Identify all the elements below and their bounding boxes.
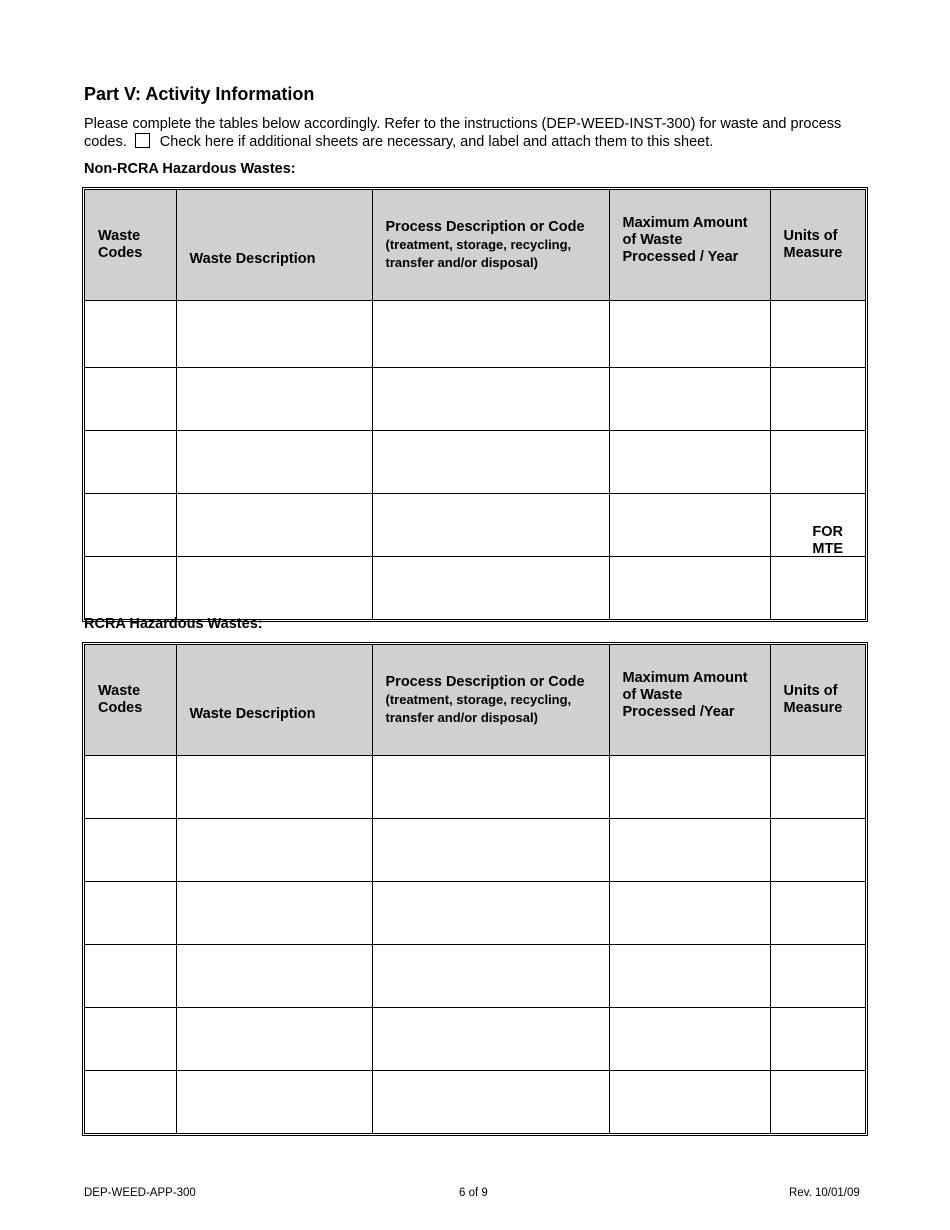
- max-amount-cell[interactable]: [609, 945, 770, 1008]
- units-cell[interactable]: [770, 368, 865, 431]
- instructions: [84, 115, 874, 151]
- table-row: [85, 945, 865, 1008]
- stamp-line-1: FOR: [812, 524, 843, 540]
- max-amount-cell[interactable]: [609, 557, 770, 620]
- table-row: [85, 557, 865, 620]
- waste-codes-cell[interactable]: [85, 431, 176, 494]
- waste-description-cell[interactable]: [176, 945, 372, 1008]
- footer-form-id: DEP-WEED-APP-300: [84, 1187, 196, 1199]
- header-max-amount: Maximum Amount of Waste Processed /Year: [609, 645, 770, 756]
- waste-description-cell[interactable]: [176, 819, 372, 882]
- waste-description-cell[interactable]: [176, 301, 372, 368]
- table-header-row: [85, 645, 865, 756]
- units-cell[interactable]: [770, 882, 865, 945]
- process-description-cell[interactable]: [372, 945, 609, 1008]
- header-process-description: [372, 645, 609, 756]
- max-amount-cell[interactable]: [609, 1071, 770, 1134]
- waste-codes-cell[interactable]: [85, 756, 176, 819]
- process-description-cell[interactable]: [372, 882, 609, 945]
- header-units: Units of Measure: [770, 645, 865, 756]
- max-amount-cell[interactable]: [609, 494, 770, 557]
- waste-codes-cell[interactable]: [85, 1071, 176, 1134]
- table-row: [85, 756, 865, 819]
- waste-codes-cell[interactable]: [85, 882, 176, 945]
- waste-description-cell[interactable]: [176, 368, 372, 431]
- additional-sheets-label: Check here if additional sheets are necessary, and label and attach them to this sheet.: [159, 134, 714, 150]
- waste-codes-cell[interactable]: [85, 945, 176, 1008]
- header-units: Units of Measure: [770, 190, 865, 301]
- header-process-main: Process Description or Code: [385, 673, 585, 690]
- table-row: [85, 1008, 865, 1071]
- additional-sheets-checkbox[interactable]: [135, 133, 150, 148]
- header-process-sub: (treatment, storage, recycling, transfer and/or disposal): [385, 236, 572, 270]
- waste-codes-cell[interactable]: [85, 494, 176, 557]
- max-amount-cell[interactable]: [609, 368, 770, 431]
- waste-description-cell[interactable]: [176, 756, 372, 819]
- non-rcra-section-label: Non-RCRA Hazardous Wastes:: [84, 161, 296, 177]
- waste-description-cell[interactable]: [176, 431, 372, 494]
- header-waste-description: Waste Description: [176, 190, 372, 301]
- header-waste-description: Waste Description: [176, 645, 372, 756]
- footer-revision: Rev. 10/01/09: [789, 1187, 860, 1199]
- units-cell[interactable]: [770, 431, 865, 494]
- process-description-cell[interactable]: [372, 494, 609, 557]
- process-description-cell[interactable]: [372, 557, 609, 620]
- units-cell[interactable]: [770, 301, 865, 368]
- units-cell[interactable]: [770, 945, 865, 1008]
- waste-codes-cell[interactable]: [85, 368, 176, 431]
- process-description-cell[interactable]: [372, 1008, 609, 1071]
- table-header-row: [85, 190, 865, 301]
- process-description-cell[interactable]: [372, 431, 609, 494]
- header-waste-codes: Waste Codes: [85, 190, 176, 301]
- page-title: Part V: Activity Information: [84, 84, 315, 104]
- waste-description-cell[interactable]: [176, 557, 372, 620]
- header-process-main: Process Description or Code: [385, 218, 585, 235]
- max-amount-cell[interactable]: [609, 819, 770, 882]
- units-cell[interactable]: [770, 756, 865, 819]
- instructions-text: Please complete the tables below accordingly. Refer to the instructions (DEP-WEED-INST-300) for waste and process codes.: [84, 116, 842, 150]
- table-row: [85, 368, 865, 431]
- units-cell[interactable]: [770, 819, 865, 882]
- table-row: [85, 819, 865, 882]
- waste-codes-cell[interactable]: [85, 819, 176, 882]
- units-cell[interactable]: [770, 557, 865, 620]
- footer-page-number: 6 of 9: [459, 1187, 488, 1199]
- rcra-table: [82, 642, 868, 1136]
- units-cell[interactable]: [770, 494, 865, 557]
- process-description-cell[interactable]: [372, 819, 609, 882]
- waste-codes-cell[interactable]: [85, 301, 176, 368]
- max-amount-cell[interactable]: [609, 301, 770, 368]
- header-process-sub: (treatment, storage, recycling, transfer and/or disposal): [385, 691, 572, 725]
- waste-codes-cell[interactable]: [85, 557, 176, 620]
- process-description-cell[interactable]: [372, 368, 609, 431]
- waste-description-cell[interactable]: [176, 494, 372, 557]
- max-amount-cell[interactable]: [609, 756, 770, 819]
- header-process-description: [372, 190, 609, 301]
- table-row: [85, 882, 865, 945]
- header-waste-codes: Waste Codes: [85, 645, 176, 756]
- waste-description-cell[interactable]: [176, 1008, 372, 1071]
- non-rcra-table: [82, 187, 868, 622]
- for-mte-stamp: [812, 524, 843, 558]
- max-amount-cell[interactable]: [609, 431, 770, 494]
- rcra-section-label: RCRA Hazardous Wastes:: [84, 616, 263, 632]
- units-cell[interactable]: [770, 1008, 865, 1071]
- header-max-amount: Maximum Amount of Waste Processed / Year: [609, 190, 770, 301]
- table-row: [85, 301, 865, 368]
- waste-description-cell[interactable]: [176, 882, 372, 945]
- stamp-line-2: MTE: [812, 541, 843, 557]
- table-row: [85, 494, 865, 557]
- process-description-cell[interactable]: [372, 1071, 609, 1134]
- table-row: [85, 1071, 865, 1134]
- max-amount-cell[interactable]: [609, 1008, 770, 1071]
- waste-codes-cell[interactable]: [85, 1008, 176, 1071]
- waste-description-cell[interactable]: [176, 1071, 372, 1134]
- max-amount-cell[interactable]: [609, 882, 770, 945]
- process-description-cell[interactable]: [372, 301, 609, 368]
- process-description-cell[interactable]: [372, 756, 609, 819]
- units-cell[interactable]: [770, 1071, 865, 1134]
- table-row: [85, 431, 865, 494]
